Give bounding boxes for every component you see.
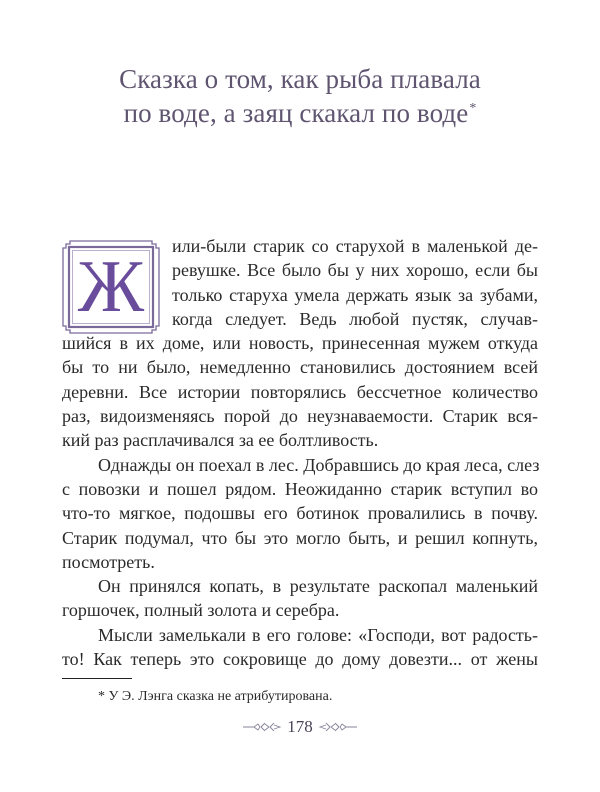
text-line: Он принялся копать, в результате раскопал маленький bbox=[98, 576, 538, 597]
text-line: когда следует. Ведь любой пустяк, случав- bbox=[172, 308, 538, 329]
text-line: с повозки и пошел рядом. Неожиданно старик вступил во bbox=[62, 478, 538, 499]
text-line: Однажды он поехал в лес. Добравшись до края леса, слез bbox=[98, 454, 540, 475]
story-text bbox=[62, 234, 538, 671]
page-number-folio bbox=[230, 716, 370, 738]
text-line: Мысли замелькали в его голове: «Господи, вот радость- bbox=[98, 624, 538, 645]
text-line: или-были старик со старухой в маленькой де- bbox=[172, 236, 538, 256]
text-line: шийся в их доме, или новость, принесенная мужем откуда bbox=[62, 333, 538, 354]
text-line: горшочек, полный золота и серебра. bbox=[62, 600, 340, 621]
title-footnote-marker[interactable]: * bbox=[469, 101, 477, 116]
text-line: раз, видоизменяясь порой до неузнаваемости. Старик вся- bbox=[62, 406, 538, 427]
text-line: кий раз расплачивался за ее болтливость. bbox=[62, 430, 379, 451]
footnote: * У Э. Лэнга сказка не атрибутирована. bbox=[98, 689, 333, 704]
text-line: бы то ни было, немедленно становились достоянием всей bbox=[62, 357, 538, 378]
text-line: ревушке. Все было бы у них хорошо, если бы bbox=[172, 260, 538, 281]
ornament-flourish-icon bbox=[318, 721, 358, 733]
page-number: 178 bbox=[287, 717, 313, 736]
text-line: то! Как теперь это сокровище до дому довезти... от жены bbox=[62, 649, 538, 670]
drop-cap-letter: Ж bbox=[77, 246, 145, 328]
chapter-title bbox=[60, 62, 540, 130]
text-line: Старик подумал, что бы это могло быть, и решил копнуть, bbox=[62, 527, 538, 548]
text-line: посмотреть. bbox=[62, 551, 155, 572]
title-line-2: по воде, а заяц скакал по воде* bbox=[123, 98, 477, 128]
text-line: что-то мягкое, подошвы его ботинок провалились в почву. bbox=[62, 503, 538, 524]
footnote-divider bbox=[62, 678, 132, 679]
text-line: только старуха умела держать язык за зубами, bbox=[172, 284, 538, 305]
text-line: деревни. Все истории повторялись бессчетное количество bbox=[62, 381, 538, 402]
ornament-flourish-icon bbox=[242, 721, 282, 733]
title-line-1: Сказка о том, как рыба плавала bbox=[119, 64, 481, 94]
